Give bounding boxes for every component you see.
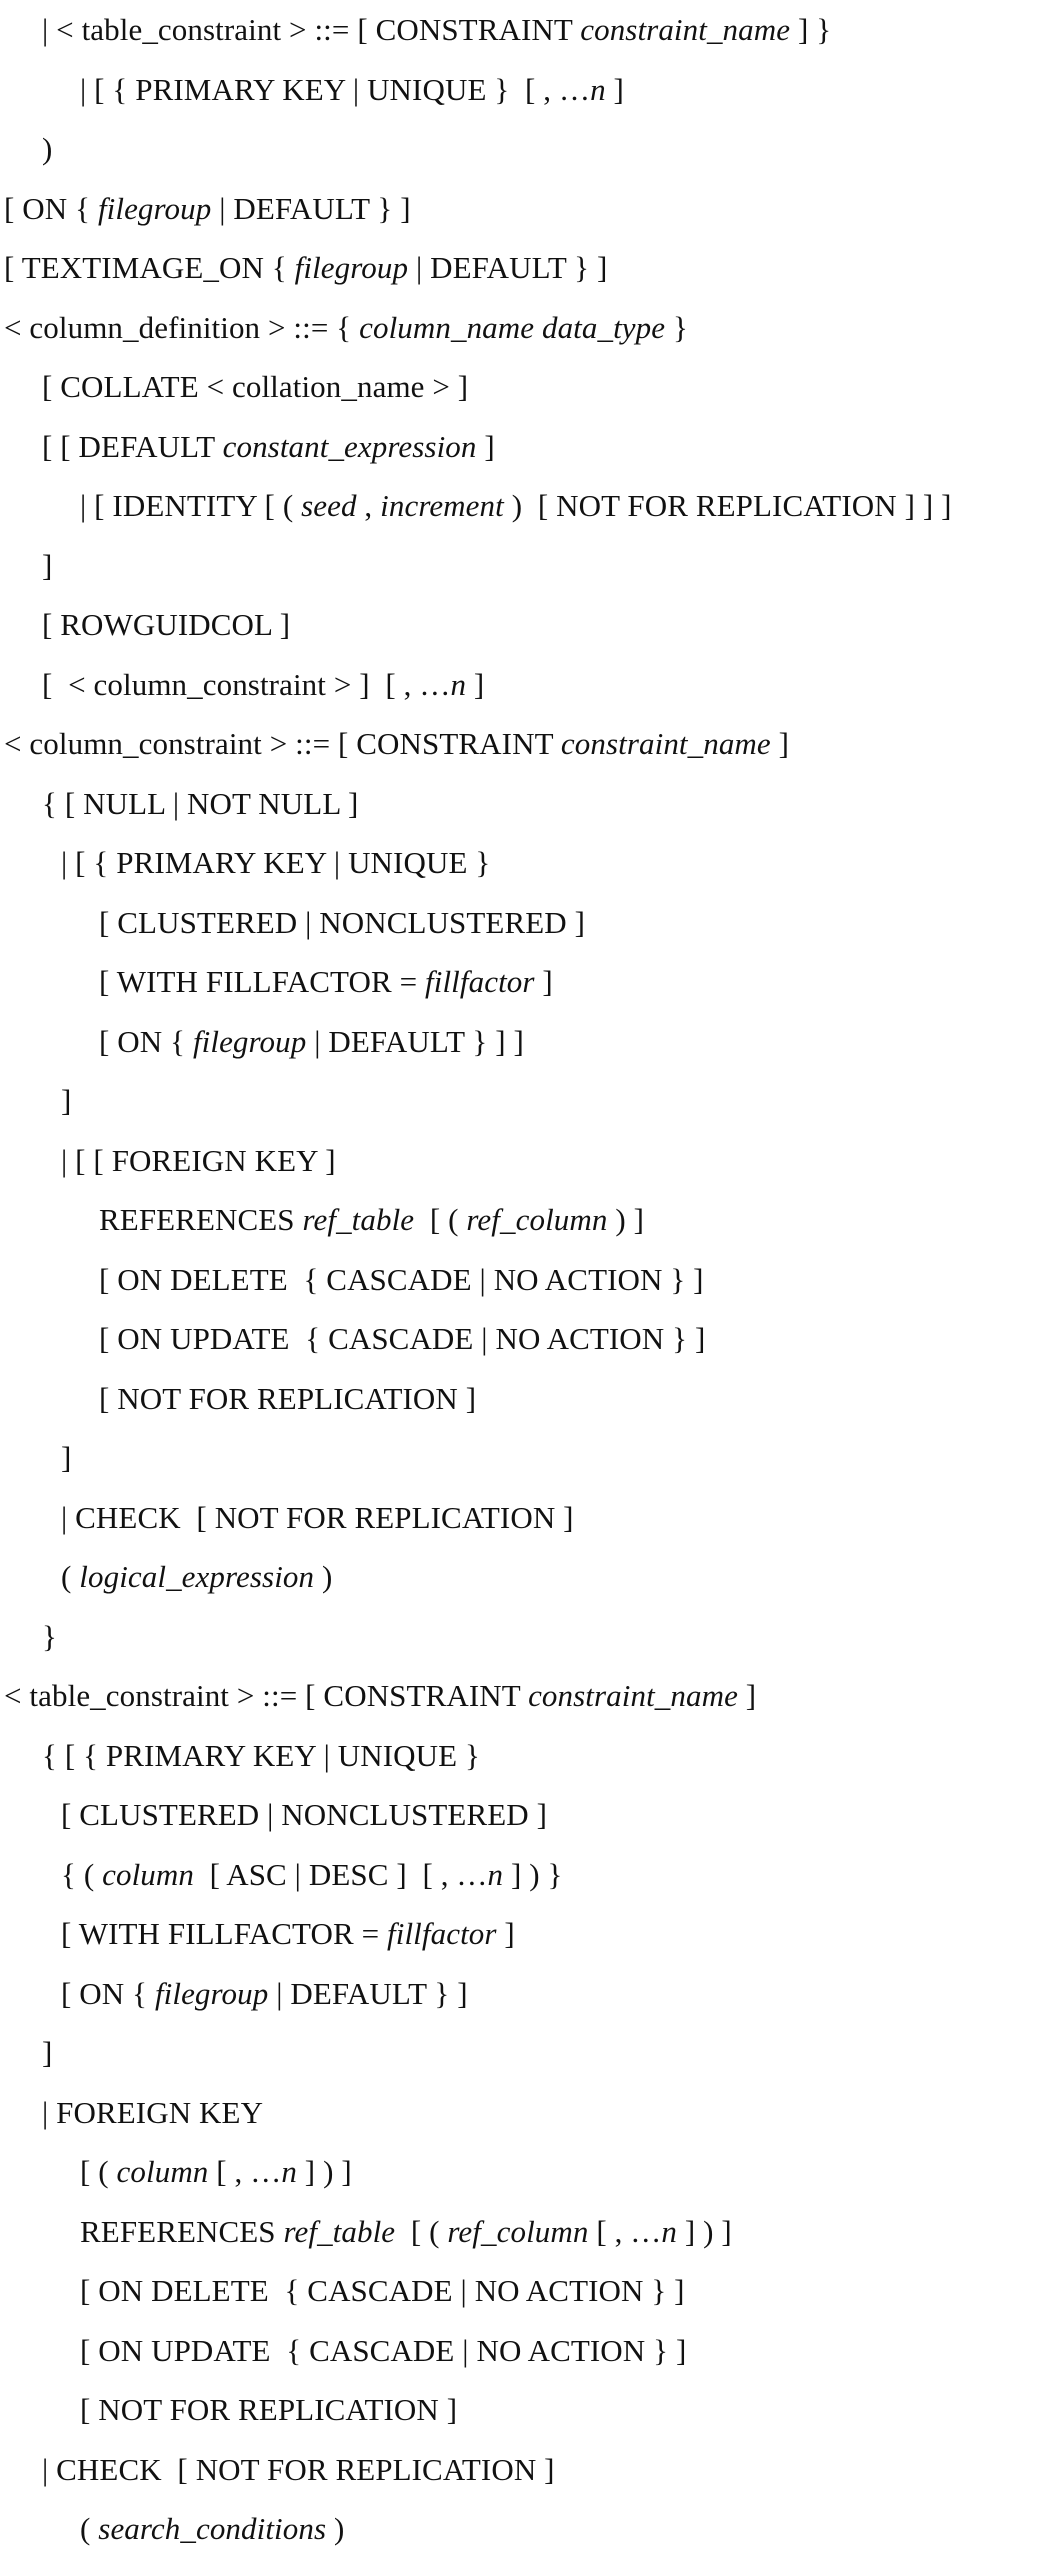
syntax-keyword-text: ] (61, 1440, 72, 1475)
syntax-keyword-text: ) (42, 131, 53, 166)
syntax-keyword-text: [ [ DEFAULT (42, 428, 223, 464)
syntax-keyword-text: { [ { PRIMARY KEY | UNIQUE } (42, 1737, 480, 1773)
syntax-keyword-text: | [ IDENTITY [ ( (80, 488, 302, 523)
syntax-keyword-text: | < table_constraint > ::= [ CONSTRAINT (42, 12, 581, 47)
syntax-keyword-text: [ ON DELETE { CASCADE | NO ACTION } ] (99, 1261, 704, 1297)
syntax-keyword-text: ) [ NOT FOR REPLICATION ] ] ] (503, 488, 952, 523)
syntax-keyword-text: ( (80, 2511, 99, 2546)
syntax-line (99, 1012, 524, 1072)
syntax-line (4, 179, 411, 239)
syntax-keyword-text: [ ( (80, 2154, 117, 2189)
syntax-line (42, 119, 52, 179)
syntax-placeholder: n (487, 1856, 504, 1892)
syntax-keyword-text: ] (61, 1083, 72, 1118)
syntax-keyword-text: ] (605, 71, 624, 107)
syntax-keyword-text: ( (61, 1559, 80, 1594)
syntax-line (42, 1726, 480, 1786)
syntax-placeholder: constraint_name (528, 1678, 738, 1713)
syntax-line (99, 1369, 476, 1429)
syntax-line (80, 2202, 732, 2262)
syntax-placeholder: n (661, 2213, 678, 2249)
syntax-placeholder: search_conditions (98, 2511, 327, 2546)
syntax-keyword-text: ] (534, 964, 553, 999)
syntax-keyword-text: < table_constraint > ::= [ CONSTRAINT (4, 1678, 529, 1713)
syntax-placeholder: fillfactor (425, 964, 535, 999)
syntax-keyword-text: ) (314, 1559, 333, 1594)
syntax-placeholder: constraint_name (580, 12, 791, 47)
syntax-placeholder: filegroup (97, 190, 212, 226)
syntax-line (99, 952, 553, 1012)
syntax-keyword-text: } (42, 1618, 57, 1654)
syntax-line (61, 1071, 71, 1131)
syntax-placeholder: ref_column (447, 2213, 589, 2249)
syntax-keyword-text: ] ) } (503, 1856, 563, 1892)
syntax-keyword-text: [ ON DELETE { CASCADE | NO ACTION } ] (80, 2273, 685, 2308)
syntax-line (42, 536, 52, 596)
syntax-line (80, 2380, 457, 2440)
syntax-line (4, 1666, 756, 1726)
syntax-line (42, 655, 484, 715)
syntax-keyword-text: [ ON { (99, 1023, 193, 1059)
syntax-keyword-text: [ ON UPDATE { CASCADE | NO ACTION } ] (99, 1321, 706, 1356)
syntax-line (42, 2083, 263, 2143)
syntax-keyword-text: ) ] (607, 1202, 645, 1237)
syntax-placeholder: n (450, 666, 467, 702)
syntax-line (42, 357, 468, 417)
syntax-placeholder: column (116, 2154, 209, 2189)
syntax-placeholder: increment (380, 488, 504, 523)
syntax-line (61, 1428, 71, 1488)
syntax-line (42, 595, 290, 655)
syntax-line (4, 714, 789, 774)
syntax-keyword-text: [ CLUSTERED | NONCLUSTERED ] (61, 1797, 548, 1832)
syntax-line (61, 1845, 563, 1905)
syntax-keyword-text: [ , … (208, 2154, 282, 2189)
syntax-placeholder: ref_table (302, 1202, 415, 1237)
syntax-placeholder: seed (301, 488, 357, 523)
syntax-keyword-text: [ WITH FILLFACTOR = (99, 964, 426, 999)
syntax-placeholder: constant_expression (222, 428, 477, 464)
syntax-line (99, 1190, 644, 1250)
syntax-line (42, 2023, 52, 2083)
syntax-keyword-text: ] } (790, 12, 832, 47)
syntax-keyword-text: ] (476, 428, 495, 464)
syntax-line (61, 1964, 468, 2024)
syntax-line (42, 0, 831, 60)
syntax-placeholder: constraint_name (560, 726, 771, 761)
syntax-keyword-text: [ TEXTIMAGE_ON { (4, 250, 295, 285)
syntax-keyword-text: } (665, 309, 688, 345)
syntax-keyword-text: | DEFAULT } ] (211, 190, 411, 226)
syntax-keyword-text: ] (42, 547, 53, 583)
syntax-line (61, 1547, 332, 1607)
syntax-keyword-text: ] (466, 666, 485, 702)
syntax-line (61, 1488, 574, 1548)
syntax-keyword-text: ] (496, 1916, 515, 1951)
syntax-line (80, 2142, 352, 2202)
syntax-keyword-text: [ ROWGUIDCOL ] (42, 607, 291, 642)
syntax-keyword-text: | FOREIGN KEY (42, 2094, 264, 2130)
syntax-line (80, 2261, 685, 2321)
syntax-placeholder: filegroup (154, 1975, 269, 2011)
syntax-keyword-text: { [ NULL | NOT NULL ] (42, 785, 359, 821)
syntax-keyword-text: | [ { PRIMARY KEY | UNIQUE } [ , … (80, 71, 591, 107)
syntax-keyword-text: [ WITH FILLFACTOR = (61, 1916, 388, 1951)
syntax-placeholder: fillfactor (387, 1916, 497, 1951)
syntax-placeholder: n (590, 71, 606, 107)
syntax-line (80, 60, 624, 120)
syntax-keyword-text: REFERENCES (80, 2213, 284, 2249)
syntax-keyword-text: [ COLLATE < collation_name > ] (42, 369, 469, 404)
syntax-line (99, 1250, 704, 1310)
syntax-line (42, 774, 358, 834)
syntax-line (61, 833, 490, 893)
syntax-line (42, 2440, 555, 2500)
syntax-keyword-text: [ ( (414, 1202, 467, 1237)
syntax-placeholder: logical_expression (79, 1559, 315, 1594)
syntax-keyword-text: [ ON { (61, 1975, 155, 2011)
syntax-placeholder: n (281, 2154, 297, 2189)
syntax-line (80, 476, 952, 536)
syntax-placeholder: ref_table (283, 2213, 396, 2249)
syntax-placeholder: filegroup (192, 1023, 307, 1059)
syntax-keyword-text: ] (737, 1678, 757, 1713)
syntax-line (99, 1309, 705, 1369)
syntax-keyword-text: < column_definition > ::= { (4, 309, 360, 345)
syntax-placeholder: column (102, 1856, 194, 1892)
syntax-line (42, 1607, 57, 1667)
syntax-keyword-text: [ NOT FOR REPLICATION ] (99, 1380, 477, 1416)
syntax-keyword-text: [ ( (395, 2213, 448, 2249)
syntax-line (61, 1904, 515, 1964)
syntax-keyword-text: , (356, 488, 381, 523)
syntax-keyword-text: [ ON { (4, 190, 98, 226)
syntax-line (4, 298, 688, 358)
syntax-keyword-text: [ CLUSTERED | NONCLUSTERED ] (99, 904, 586, 940)
syntax-keyword-text: < column_constraint > ::= [ CONSTRAINT (4, 726, 561, 761)
syntax-keyword-text: | [ [ FOREIGN KEY ] (61, 1142, 336, 1178)
syntax-line (61, 1785, 547, 1845)
syntax-line (4, 238, 607, 298)
syntax-keyword-text: REFERENCES (99, 1202, 303, 1237)
syntax-line (61, 1131, 336, 1191)
syntax-placeholder: column_name data_type (359, 309, 666, 345)
syntax-keyword-text: ] ) ] (677, 2213, 732, 2249)
syntax-keyword-text: | CHECK [ NOT FOR REPLICATION ] (61, 1499, 574, 1535)
syntax-keyword-text: [ , … (588, 2213, 662, 2249)
syntax-keyword-text: | DEFAULT } ] (268, 1975, 468, 2011)
syntax-keyword-text: [ ASC | DESC ] [ , … (193, 1856, 488, 1892)
syntax-keyword-text: | DEFAULT } ] ] (306, 1023, 524, 1059)
syntax-line (42, 417, 495, 477)
syntax-keyword-text: [ ON UPDATE { CASCADE | NO ACTION } ] (80, 2332, 687, 2368)
syntax-line (99, 893, 585, 953)
syntax-keyword-text: ] ) ] (296, 2154, 352, 2189)
syntax-keyword-text: ] (42, 2035, 53, 2070)
syntax-placeholder: ref_column (466, 1202, 608, 1237)
syntax-keyword-text: | CHECK [ NOT FOR REPLICATION ] (42, 2451, 555, 2487)
syntax-keyword-text: | [ { PRIMARY KEY | UNIQUE } (61, 845, 491, 880)
syntax-keyword-text: [ < column_constraint > ] [ , … (42, 666, 451, 702)
syntax-keyword-text: { ( (61, 1856, 103, 1892)
syntax-keyword-text: | DEFAULT } ] (408, 250, 608, 285)
syntax-keyword-text: ] (770, 726, 790, 761)
syntax-line (80, 2499, 344, 2559)
syntax-placeholder: filegroup (294, 250, 409, 285)
syntax-line (80, 2321, 686, 2381)
syntax-keyword-text: ) (326, 2511, 345, 2546)
syntax-keyword-text: [ NOT FOR REPLICATION ] (80, 2392, 458, 2427)
